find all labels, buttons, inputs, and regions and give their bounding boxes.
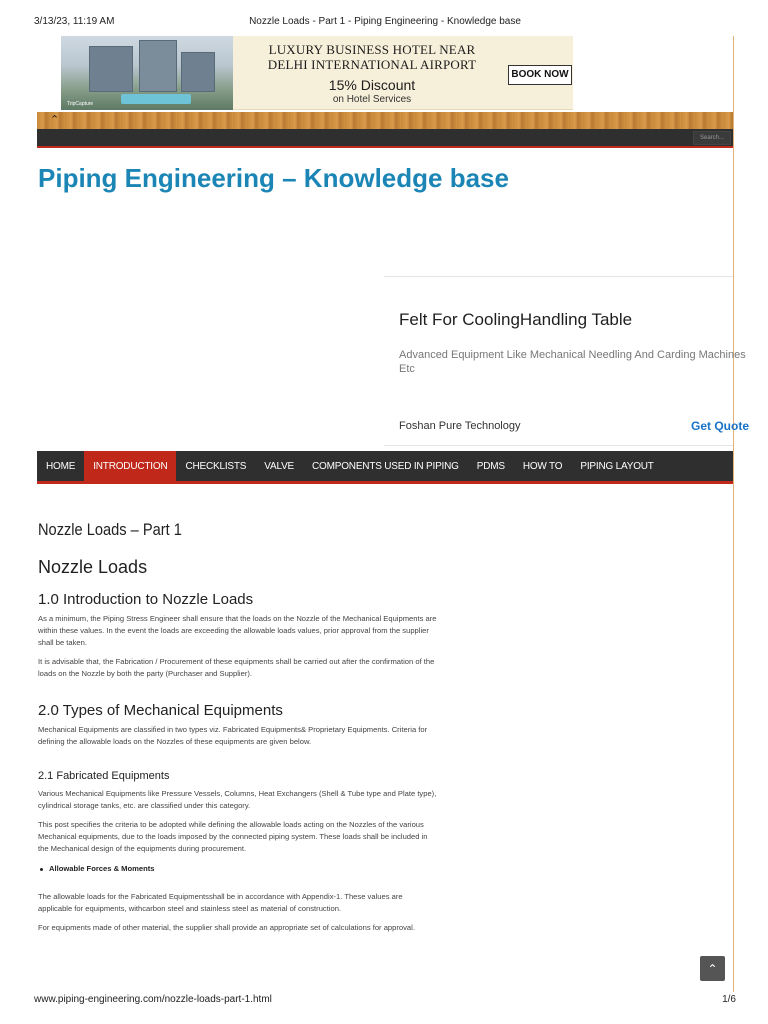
- paragraph: The allowable loads for the Fabricated Equipmentsshall be in accordance with Appendix-1. These values are applicable for equipments, withcarbon steel and stainless steel as material of construction.: [38, 892, 403, 913]
- native-ad-brand: Foshan Pure Technology: [399, 420, 521, 432]
- nav-item-introduction[interactable]: INTRODUCTION: [84, 451, 176, 481]
- print-page-title: Nozzle Loads - Part 1 - Piping Engineering - Knowledge base: [249, 16, 521, 27]
- native-ad-description: Advanced Equipment Like Mechanical Needling And Carding Machines Etc: [399, 349, 746, 375]
- nav-item-components[interactable]: COMPONENTS USED IN PIPING: [312, 460, 459, 472]
- paragraph: This post specifies the criteria to be adopted while defining the allowable loads acting on the Nozzles of the various Mechanical equipments, due to the loads imposed by the connected piping system. These loads shall be included in the Mechanical design of the equipments during procurement.: [38, 820, 428, 853]
- section-heading-intro: 1.0 Introduction to Nozzle Loads: [38, 591, 254, 608]
- print-header: [34, 16, 736, 30]
- bullet-item: [40, 864, 155, 873]
- nav-item-piping-layout[interactable]: PIPING LAYOUT: [580, 460, 654, 472]
- ad-headline: [247, 42, 497, 72]
- scroll-to-top-button[interactable]: [700, 956, 725, 981]
- section-heading-types: 2.0 Types of Mechanical Equipments: [38, 702, 283, 719]
- main-nav: [37, 451, 733, 484]
- paragraph: Mechanical Equipments are classified in two types viz. Fabricated Equipments& Proprietary Equipments. Criteria for defining the allowable loads on the Nozzles of these equipments are given below.: [38, 725, 428, 746]
- hotel-photo: [61, 36, 233, 110]
- ad-discount: 15% Discount: [328, 77, 416, 93]
- nav-item-checklists[interactable]: CHECKLISTS: [185, 460, 247, 472]
- ad-subtext: on Hotel Services: [332, 94, 412, 105]
- header-wood-strip: [37, 112, 733, 129]
- header-shadow: [80, 149, 700, 161]
- paragraph: It is advisable that, the Fabrication / Procurement of these equipments shall be carried out after the confirmation of the loads on the Nozzle by both the party (Purchaser and Supplier).: [38, 657, 435, 678]
- chevron-up-icon[interactable]: ⌃: [50, 114, 60, 126]
- native-ad-title[interactable]: Felt For CoolingHandling Table: [399, 310, 633, 329]
- top-search-bar: [37, 129, 733, 148]
- ad-headline-line2: DELHI INTERNATIONAL AIRPORT: [267, 57, 477, 72]
- article-heading: Nozzle Loads: [38, 557, 148, 577]
- paragraph: Various Mechanical Equipments like Pressure Vessels, Columns, Heat Exchangers (Shell & Tube type and Plate type), cylindrical storage tanks, etc. are classified under this category.: [38, 789, 437, 810]
- print-footer: [34, 994, 736, 1008]
- paragraph: As a minimum, the Piping Stress Engineer shall ensure that the loads on the Nozzle of the Mechanical Equipments are within these values. In the event the loads are exceeding the allowable loads values, prior approval from the supplier shall be taken.: [38, 614, 437, 647]
- page-edge-rule: [733, 36, 734, 992]
- print-page-number: 1/6: [722, 994, 736, 1005]
- book-now-button[interactable]: BOOK NOW: [508, 65, 572, 85]
- paragraph: For equipments made of other material, the supplier shall provide an appropriate set of calculations for approval.: [38, 923, 415, 932]
- section-heading-fabricated: 2.1 Fabricated Equipments: [38, 770, 170, 782]
- site-title[interactable]: Piping Engineering – Knowledge base: [38, 163, 509, 193]
- chevron-up-icon: ⌃: [707, 961, 718, 976]
- get-quote-link[interactable]: Get Quote: [691, 419, 750, 433]
- hotel-ad-banner[interactable]: [61, 36, 573, 110]
- print-datetime: 3/13/23, 11:19 AM: [34, 16, 115, 27]
- nav-item-pdms[interactable]: PDMS: [476, 460, 505, 472]
- nav-item-home[interactable]: HOME: [46, 460, 76, 472]
- ad-headline-line1: LUXURY BUSINESS HOTEL NEAR: [268, 42, 476, 57]
- photo-credit: TripCapture: [67, 101, 94, 107]
- native-ad[interactable]: [384, 276, 750, 446]
- nav-item-valve[interactable]: VALVE: [264, 460, 295, 472]
- bullet-label: Allowable Forces & Moments: [49, 864, 155, 873]
- post-title: Nozzle Loads – Part 1: [38, 520, 182, 539]
- nav-item-how-to[interactable]: HOW TO: [522, 460, 563, 472]
- print-url: www.piping-engineering.com/nozzle-loads-part-1.html: [34, 994, 272, 1005]
- search-input[interactable]: Search...: [693, 131, 731, 145]
